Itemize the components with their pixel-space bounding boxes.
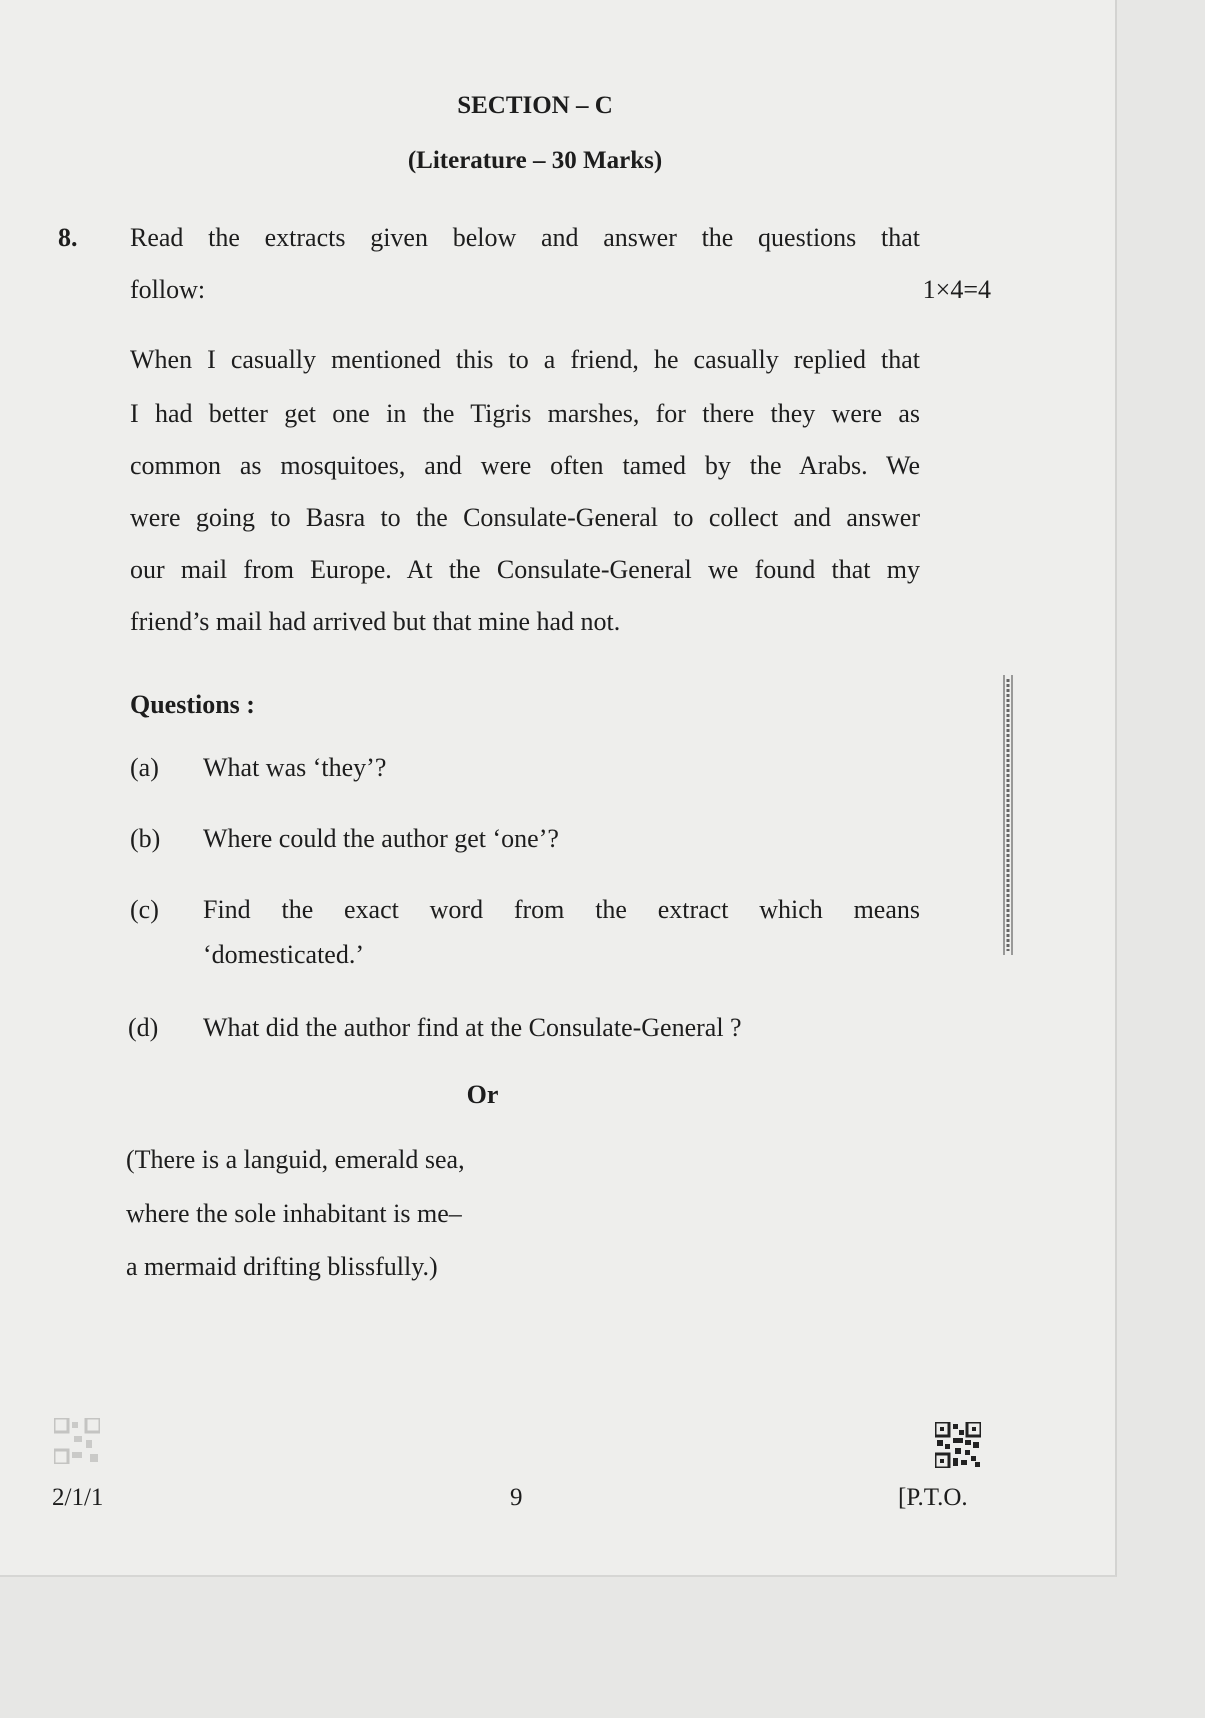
sub-question-label-b: (b): [130, 824, 161, 853]
sub-question-label-a: (a): [130, 753, 159, 782]
question-marks: 1×4=4: [922, 275, 991, 304]
passage-line: When I casually mentioned this to a friend, he casually replied that: [130, 345, 920, 374]
section-title: SECTION – C: [457, 92, 613, 119]
or-separator: Or: [466, 1080, 499, 1109]
paper-code: 2/1/1: [52, 1484, 104, 1511]
poem-line: a mermaid drifting blissfully.): [126, 1252, 438, 1281]
sub-question-text-b: Where could the author get ‘one’?: [203, 824, 559, 853]
poem-line: (There is a languid, emerald sea,: [126, 1145, 465, 1174]
passage-line: friend’s mail had arrived but that mine had not.: [130, 607, 621, 636]
sub-question-text-c: Find the exact word from the extract which means: [203, 895, 920, 924]
qr-code-icon: [54, 1418, 100, 1464]
section-subtitle: (Literature – 30 Marks): [407, 147, 663, 174]
question-number: 8.: [58, 223, 78, 252]
qr-code-icon: [935, 1422, 981, 1468]
questions-heading: Questions :: [130, 690, 255, 719]
question-instruction-line2: follow:: [130, 275, 206, 304]
question-instruction-line1: Read the extracts given below and answer the questions that: [130, 223, 920, 252]
passage-line: our mail from Europe. At the Consulate-General we found that my: [130, 555, 920, 584]
pto-note: [P.T.O.: [898, 1484, 968, 1511]
sub-question-label-c: (c): [130, 895, 159, 924]
sub-question-text-c-line2: ‘domesticated.’: [203, 940, 364, 969]
sub-question-text-a: What was ‘they’?: [203, 753, 387, 782]
passage-line: I had better get one in the Tigris marshes, for there they were as: [130, 399, 920, 428]
sub-question-text-d: What did the author find at the Consulate-General ?: [203, 1013, 742, 1042]
page-number: 9: [510, 1484, 523, 1511]
passage-line: were going to Basra to the Consulate-General to collect and answer: [130, 503, 920, 532]
side-barcode-strip: [1003, 675, 1013, 955]
passage-line: common as mosquitoes, and were often tamed by the Arabs. We: [130, 451, 920, 480]
sub-question-label-d: (d): [128, 1013, 159, 1042]
poem-line: where the sole inhabitant is me–: [126, 1199, 462, 1228]
